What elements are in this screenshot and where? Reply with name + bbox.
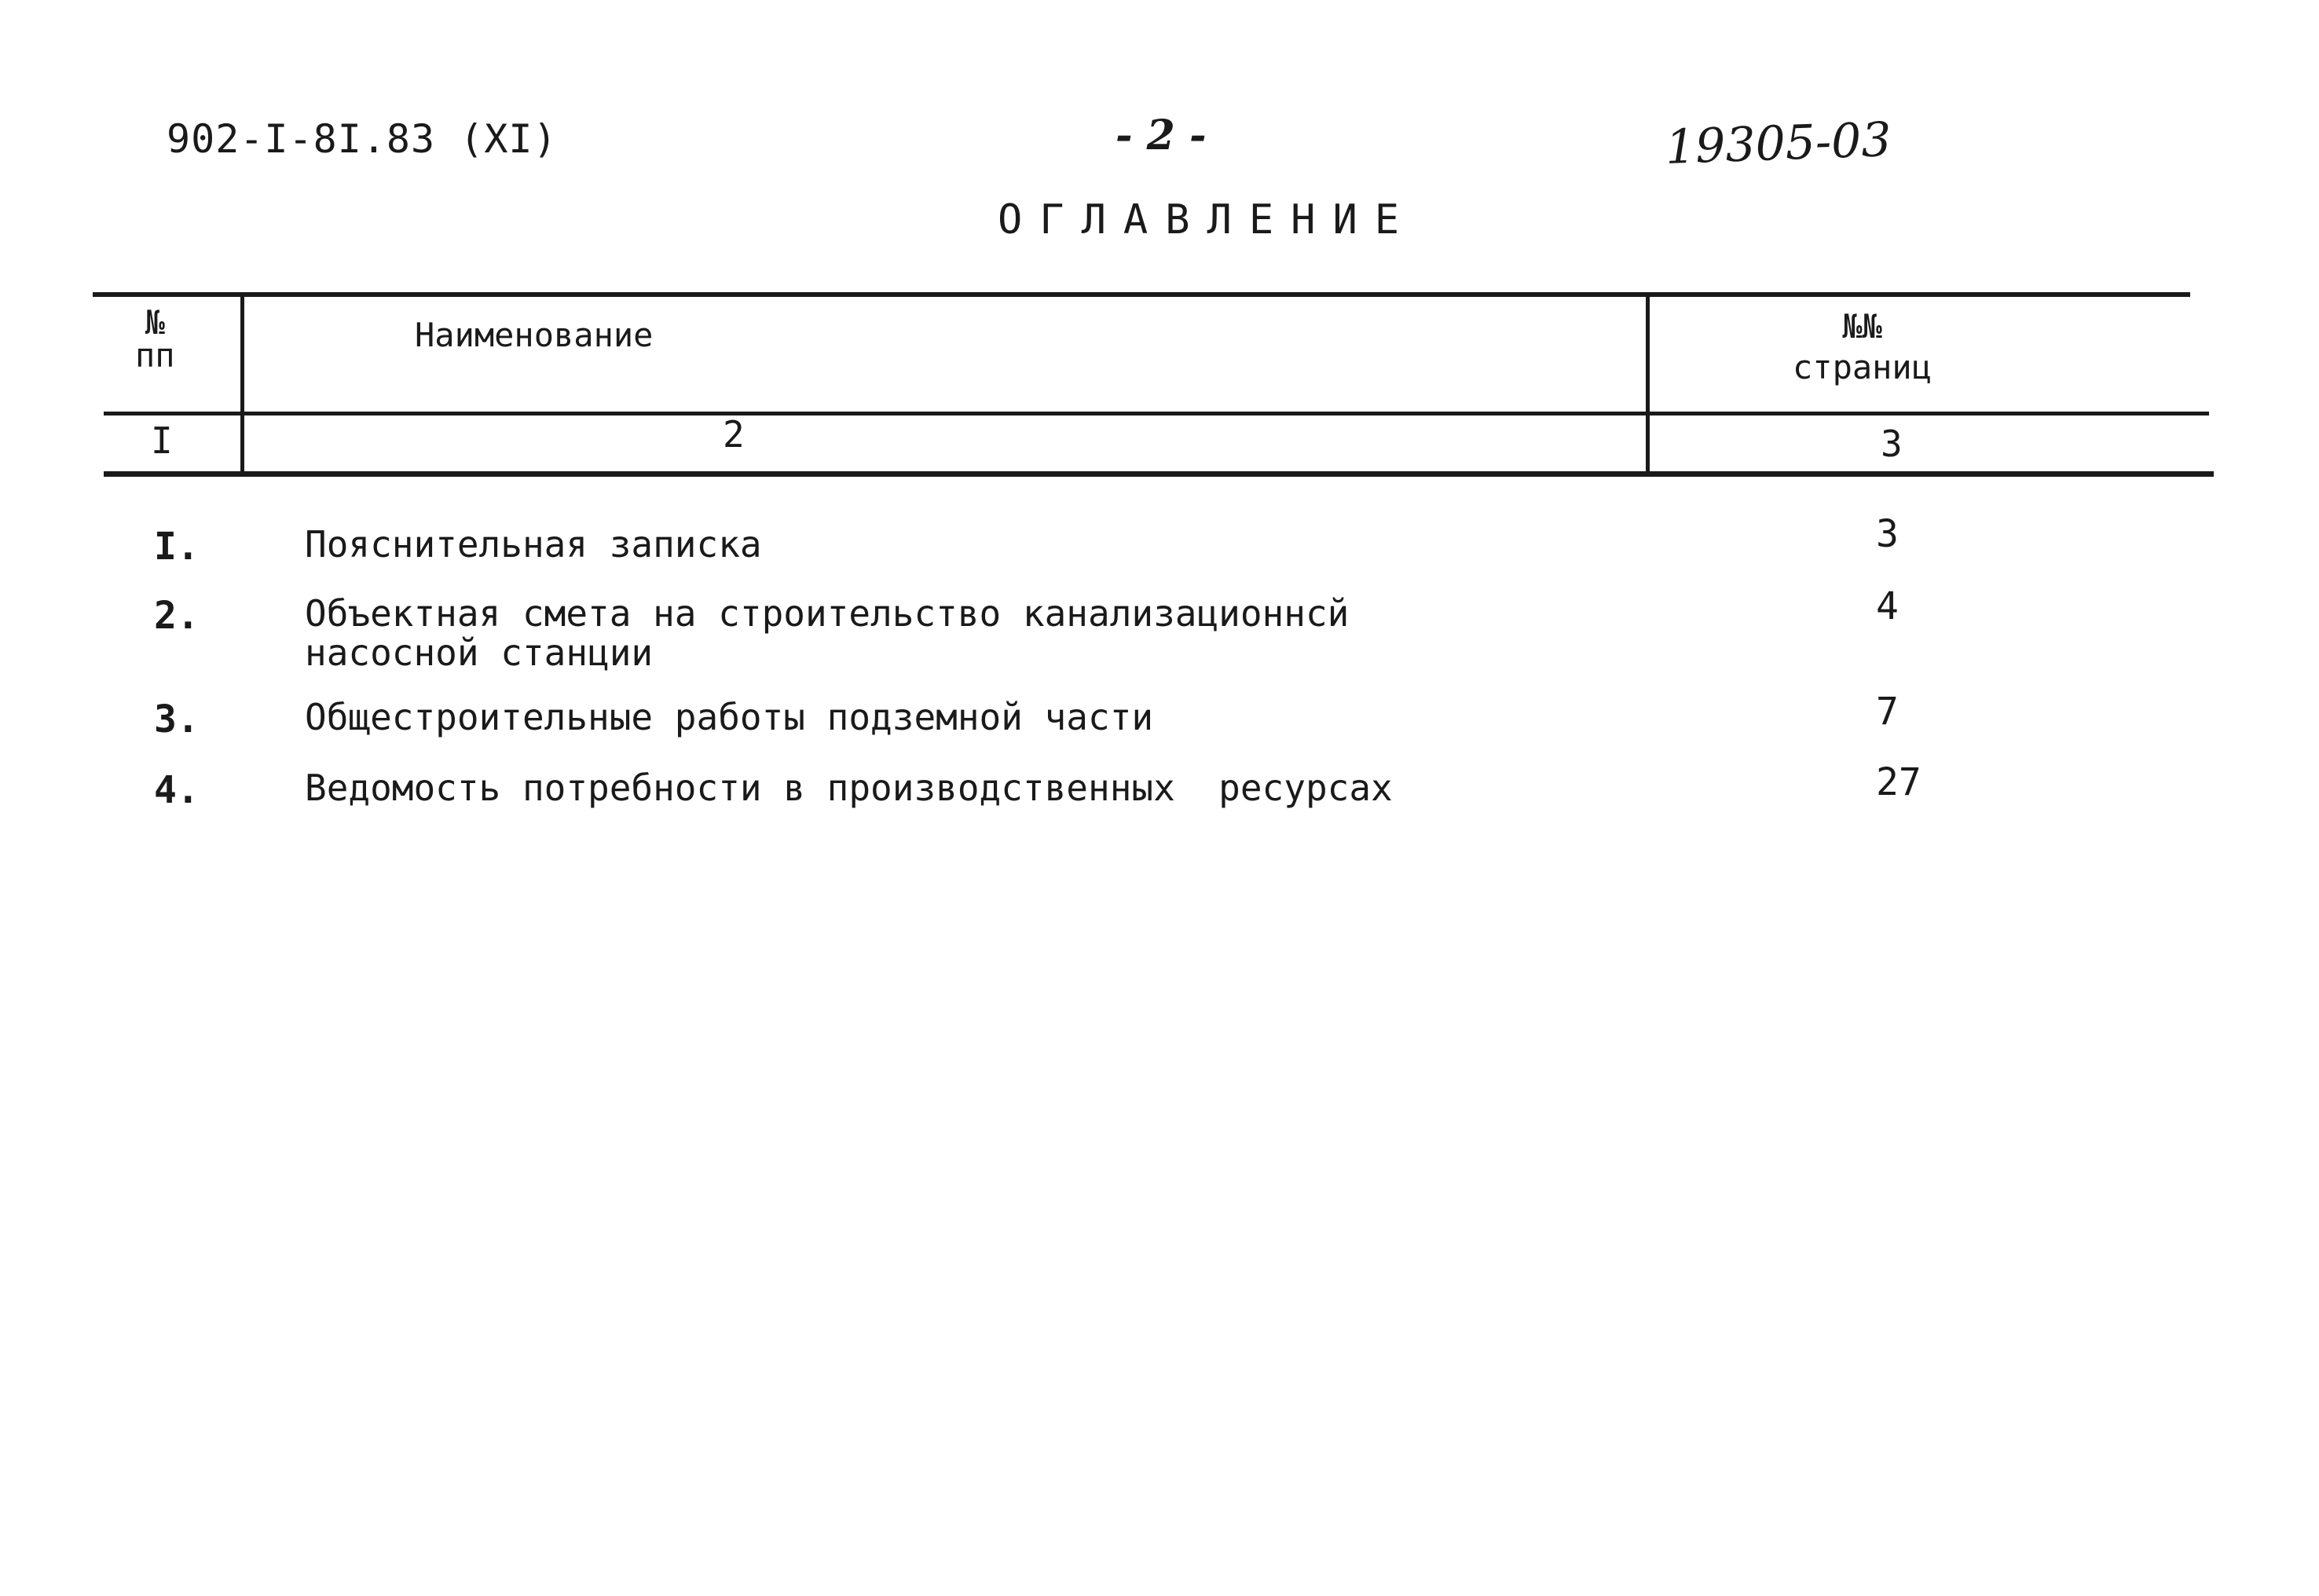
page-title: ОГЛАВЛЕНИЕ	[998, 196, 1417, 243]
entry-number: 4.	[154, 768, 200, 812]
column-number-2: 2	[723, 413, 745, 456]
entry-title: Ведомость потребности в производственных ресурсах	[305, 767, 1393, 809]
entry-number: I.	[154, 525, 200, 569]
column-number-1: I	[151, 419, 173, 462]
header-pages-column	[1793, 306, 1932, 388]
table-top-rule	[93, 292, 2190, 297]
entry-page: 27	[1876, 760, 1922, 804]
entry-page: 3	[1876, 512, 1899, 556]
entry-title: Объектная смета на строительство канализационнсй насосной станции	[305, 592, 1350, 674]
header-number-label-line2: пп	[135, 336, 175, 375]
column-divider-1	[240, 295, 244, 474]
header-number-column	[135, 303, 175, 375]
entry-number: 3.	[154, 697, 200, 741]
document-code: 902-I-8I.83 (XI)	[167, 116, 558, 162]
table-bottom-rule	[104, 471, 2214, 477]
entry-page: 4	[1876, 584, 1899, 628]
entry-title: Общестроительные работы подземной части	[305, 696, 1154, 738]
page-number: - 2 -	[1116, 112, 1207, 159]
table-header-rule	[104, 412, 2209, 415]
column-number-3: 3	[1881, 423, 1903, 465]
header-pages-label-line1: №№	[1842, 307, 1882, 346]
entry-title: Пояснительная записка	[305, 523, 762, 566]
entry-page: 7	[1876, 690, 1899, 734]
entry-number: 2.	[154, 594, 200, 638]
column-divider-2	[1646, 295, 1650, 474]
header-name-column: Наименование	[415, 316, 654, 354]
header-number-label-line1: №	[145, 303, 165, 342]
handwritten-number: 19305-03	[1664, 112, 1892, 175]
header-pages-label-line2: страниц	[1793, 348, 1932, 386]
